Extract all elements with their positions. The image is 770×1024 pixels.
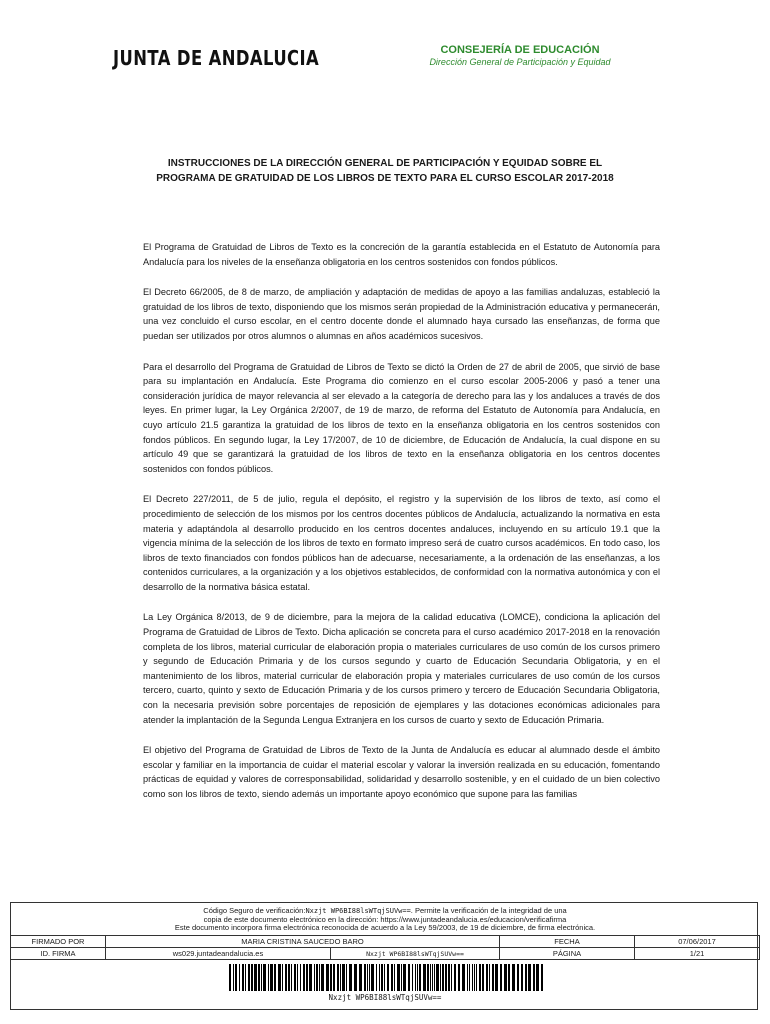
fecha-value: 07/06/2017 [635,936,760,948]
title-line-2: PROGRAMA DE GRATUIDAD DE LOS LIBROS DE TEXTO PARA EL CURSO ESCOLAR 2017-2018 [156,173,614,184]
signature-table [10,935,760,960]
paragraph: El objetivo del Programa de Gratuidad de Libros de Texto de la Junta de Andalucía es educar al alumnado desde el ámbito escolar y familiar en la importancia de cuidar el material escolar y valorar la inversión realizada en su educación, fomentando prácticas de equidad y valores de corresponsabilidad, solidaridad y desarrollo sostenible, y en el cuidado de un bien colectivo como son los libros de texto, siendo además un importante apoyo económico que supone para las familias [143,745,660,799]
paragraph: La Ley Orgánica 8/2013, de 9 de diciembre, para la mejora de la calidad educativa (LOMCE), condiciona la aplicación del Programa de Gratuidad de Libros de Texto. Dicha aplicación se concreta para el curso académico 2017-2018 en la renovación completa de los libros, material curricular de elaboración propia o materiales curriculares de uso común de los cursos primero y segundo de Educación Primaria y de los cursos segundo y cuarto de Educación Secundaria Obligatoria, y en el mantenimiento de los libros, material curricular de elaboración propia y materiales curriculares de uso común de los cursos tercero, cuarto, quinto y sexto de Educación Primaria y de los cursos primero y tercero de Educación Secundaria Obligatoria, con la necesaria previsión sobre porcentajes de reposición de ejemplares y las dotaciones económicas adicionales para atender la implantación de la Segunda Lengua Extranjera en los cursos de cuarto y sexto de Educación Primaria. [143,612,660,725]
id-firma-code: Nxzjt WP6BI88lsWTqjSUVw== [331,948,500,960]
paragraph: El Programa de Gratuidad de Libros de Texto es la concreción de la garantía establecida en el Estatuto de Autonomía para Andalucía para los niveles de la enseñanza obligatoria en los centros sostenidos con fondos públicos. [143,242,660,267]
firmado-por-value: MARIA CRISTINA SAUCEDO BARO [106,936,500,948]
csv-line-2: copia de este documento electrónico en la dirección: https://www.juntadeandalucia.es/educacion/verificafirma [203,914,567,924]
csv-prefix: Código Seguro de verificación: [203,906,306,915]
direccion-general: Dirección General de Participación y Equidad [429,57,611,67]
firmado-por-label: FIRMADO POR [11,936,106,948]
junta-logo: JUNTA DE ANDALUCIA [113,46,320,70]
paragraph: El Decreto 66/2005, de 8 de marzo, de ampliación y adaptación de medidas de apoyo a las familias andaluzas, estableció la gratuidad de los libros de texto, disponiendo que los mismos serán propiedad de la Administración educativa y permanecerán, una vez concluido el curso escolar, en el centro docente donde el alumnado haya cursado las enseñanzas, de forma que puedan ser utilizados por otros alumnos o alumnas en años académicos sucesivos. [143,287,660,341]
csv-code: Nxzjt WP6BI88lsWTqjSUVw== [305,907,411,915]
consejeria-header [400,44,640,67]
barcode-image [229,964,544,991]
paragraph: Para el desarrollo del Programa de Gratuidad de Libros de Texto se dictó la Orden de 27 de abril de 2005, que sirvió de base para su implantación en Andalucía. Este Programa dio comienzo en el curso escolar 2005-2006 y pasó a tener una consideración jurídica de mayor relevancia al ser elevado a la categoría de derecho para las y los andaluces a través de dos leyes. En primer lugar, la Ley Orgánica 2/2007, de 19 de marzo, de reforma del Estatuto de Autonomía para Andalucía, en cuyo artículo 21.5 garantiza la gratuidad de los libros de texto en la enseñanza obligatoria en los centros sostenidos con fondos públicos. En segundo lugar, la Ley 17/2007, de 10 de diciembre, de Educación de Andalucía, la cual dispone en su artículo 49 que se garantizará la gratuidad de los libros de texto en la enseñanza obligatoria en los centros docentes sostenidos con fondos públicos. [143,361,660,474]
id-firma-value: ws029.juntadeandalucia.es [106,948,331,960]
title-line-1: INSTRUCCIONES DE LA DIRECCIÓN GENERAL DE PARTICIPACIÓN Y EQUIDAD SOBRE EL [167,158,603,169]
consejeria-name: CONSEJERÍA DE EDUCACIÓN [440,44,600,56]
barcode-code-text: Nxzjt WP6BI88lsWTqjSUVw== [328,993,442,1002]
csv-line-3: Este documento incorpora firma electrónica reconocida de acuerdo a la Ley 59/2003, de 19 de diciembre, de firma electrónica. [174,923,596,932]
pagina-value: 1/21 [635,948,760,960]
table-row [11,936,760,948]
paragraph: El Decreto 227/2011, de 5 de julio, regula el depósito, el registro y la supervisión de los libros de texto, así como el procedimiento de selección de los mismos por los centros docentes públicos de Andalucía, actualizando la normativa en esta materia y adaptándola al desarrollo producido en los centros docentes andaluces, incluyendo en su artículo 19.1 que la vigencia mínima de la selección de los libros de texto en formato impreso será de cuatro cursos académicos. En todo caso, los libros de texto financiados con fondos públicos han de adecuarse, necesariamente, a la ordenación de las enseñanzas, a los contenidos curriculares, a la organización y a los objetivos establecidos, de conformidad con la normativa autonómica y con el desarrollo de la normativa básica estatal. [143,494,660,592]
document-title [130,156,640,186]
signature-footer [10,902,758,1010]
table-row [11,948,760,960]
csv-suffix: . Permite la verificación de la integridad de una [410,906,567,915]
csv-notice [11,907,759,933]
fecha-label: FECHA [500,936,635,948]
id-firma-label: ID. FIRMA [11,948,106,960]
pagina-label: PÁGINA [500,948,635,960]
document-body [143,240,660,818]
